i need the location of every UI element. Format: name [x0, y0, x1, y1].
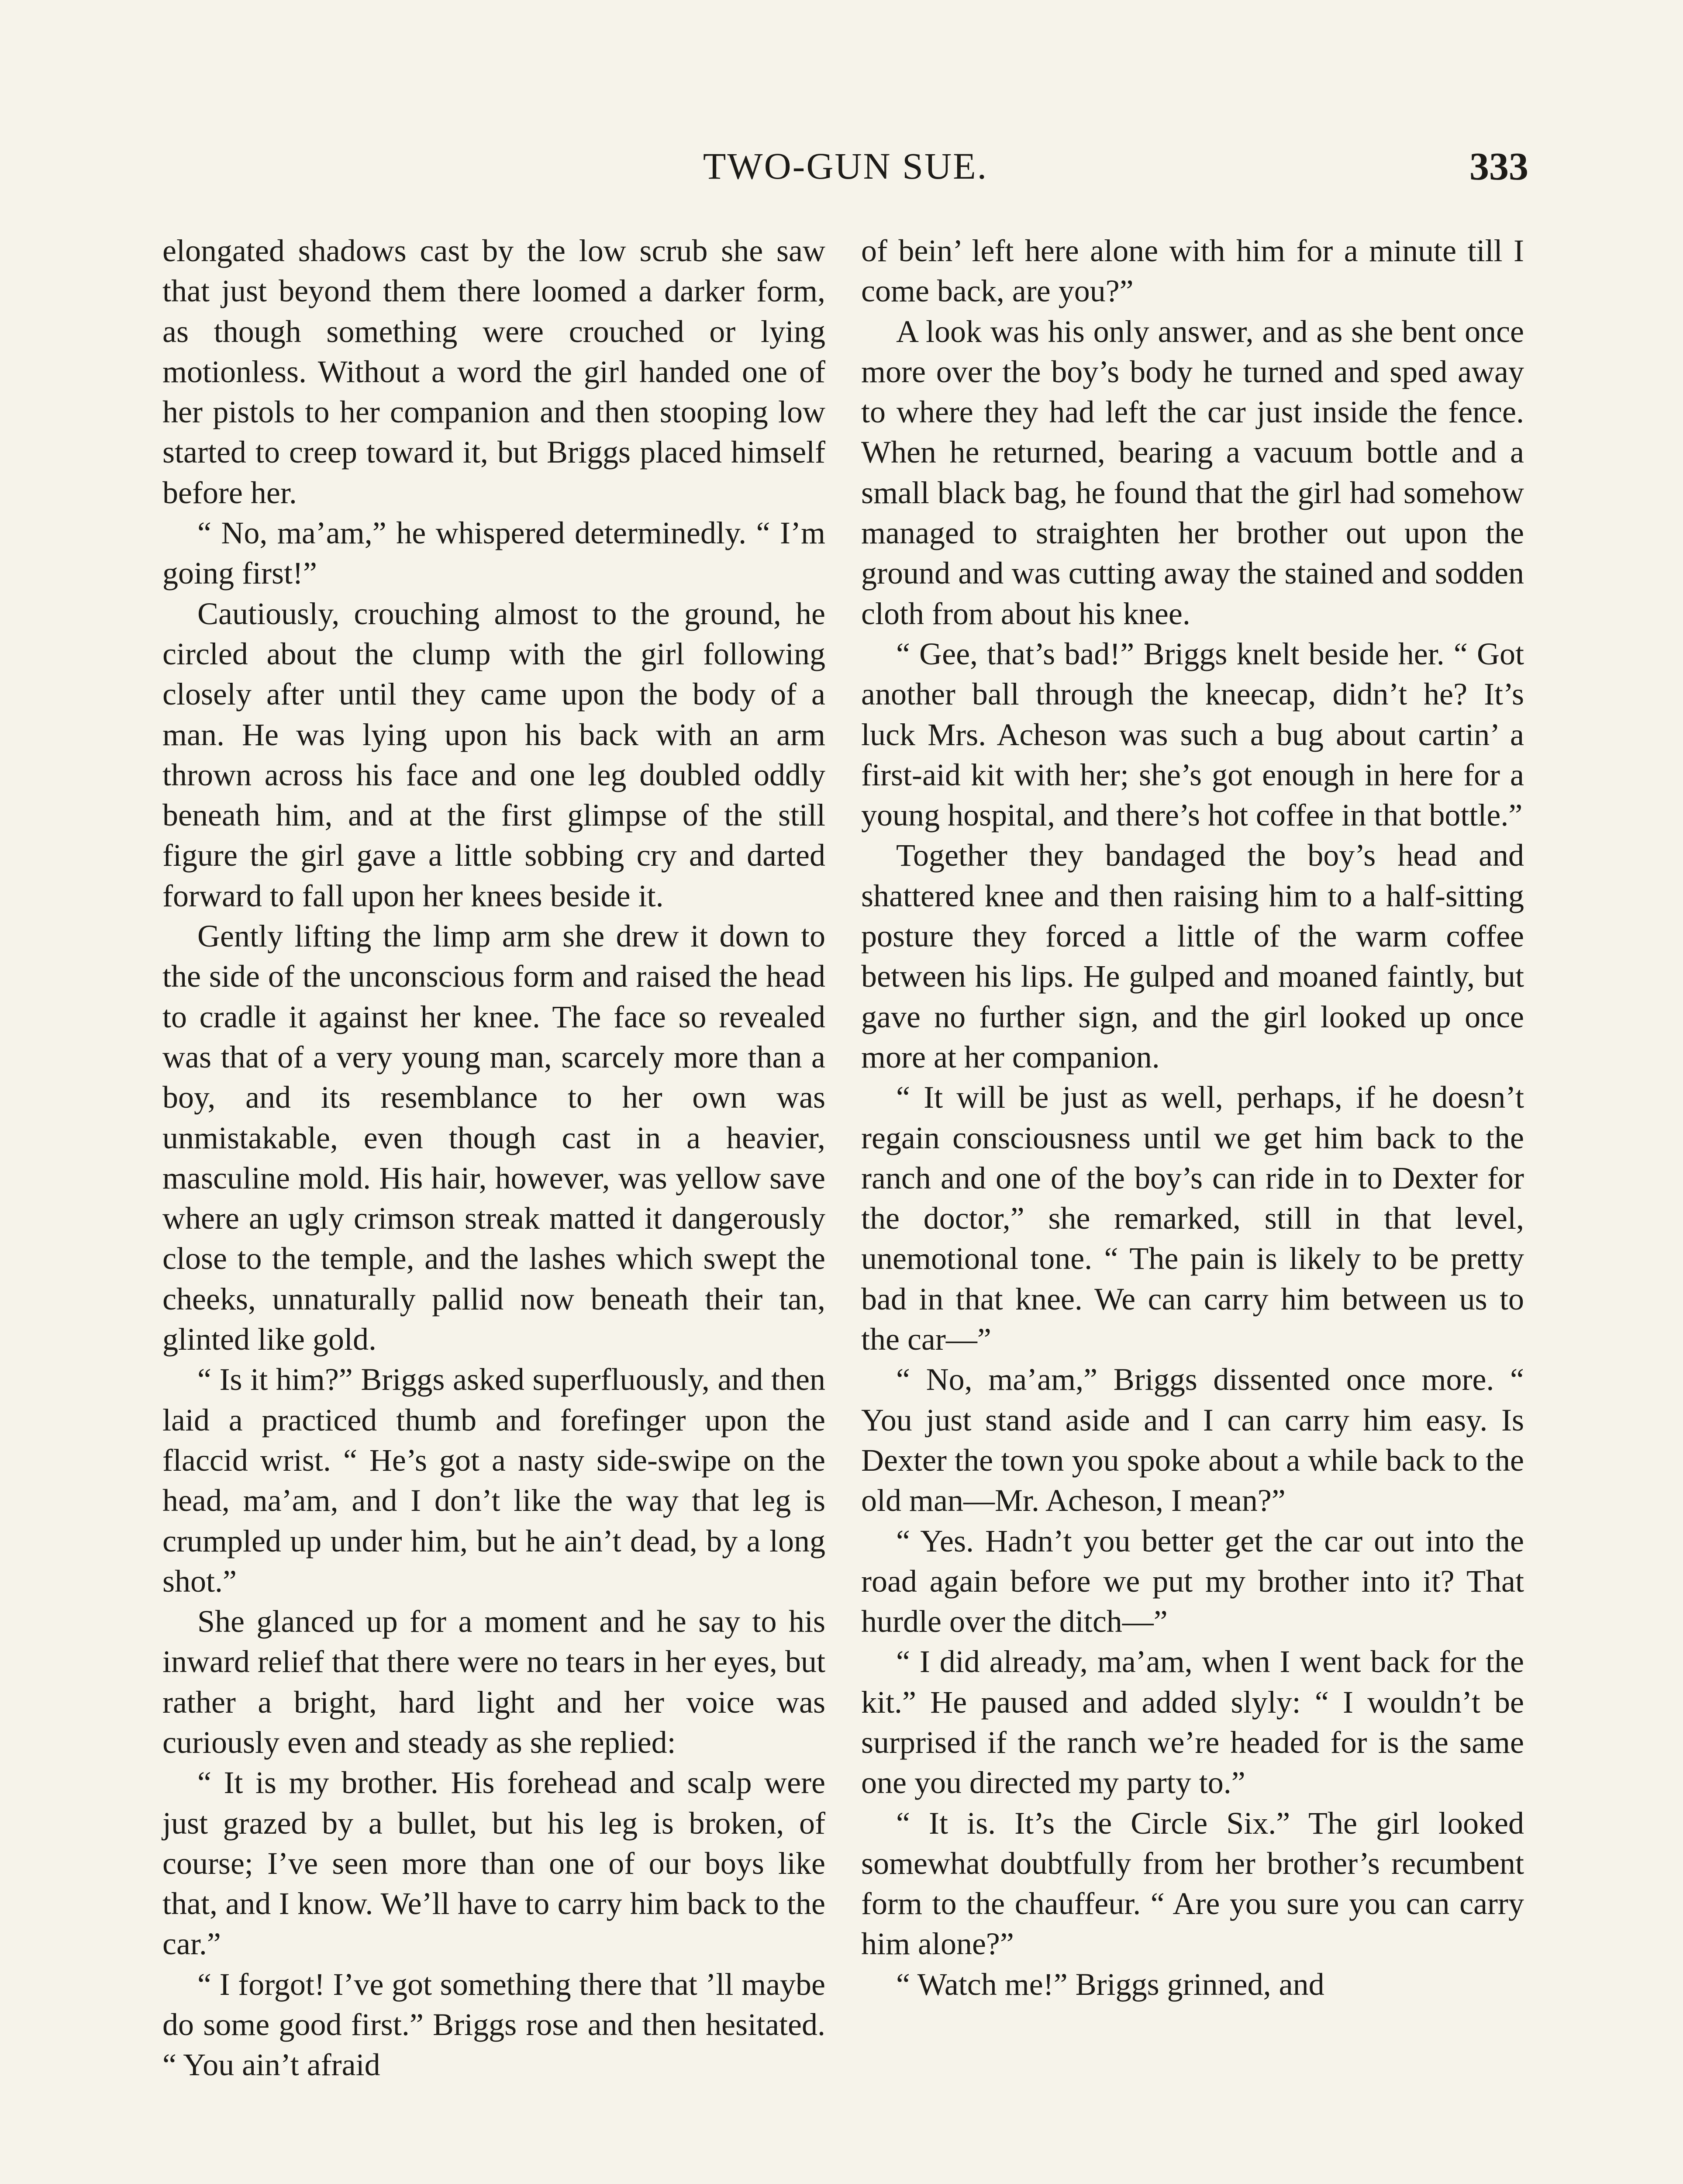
page-header	[162, 144, 1528, 197]
paragraph: Gently lifting the limp arm she drew it down to the side of the unconscious form and raised the head to cradle it against her knee. The face so revealed was that of a very young man, scarcely more than a boy, and its resemblance to her own was unmistakable, even though cast in a heavier, masculine mold. His hair, however, was yellow save where an ugly crimson streak matted it dangerously close to the temple, and the lashes which swept the cheeks, unnaturally pallid now beneath their tan, glinted like gold.	[162, 919, 825, 1357]
paragraph: “ I did already, ma’am, when I went back for the kit.” He paused and added slyly: “ I wouldn’t be surprised if the ranch we’re headed for is the same one you directed my party to.”	[861, 1644, 1524, 1800]
paragraph: “ Yes. Hadn’t you better get the car out into the road again before we put my brother into it? That hurdle over the ditch—”	[861, 1523, 1524, 1639]
paragraph: “ It will be just as well, perhaps, if he doesn’t regain consciousness until we get him back to the ranch and one of the boy’s can ride in to Dexter for the doctor,” she remarked, still in that level, unemotional tone. “ The pain is likely to be pretty bad in that knee. We can carry him between us to the car—”	[861, 1080, 1524, 1357]
right-column	[861, 231, 1524, 2004]
paragraph: Together they bandaged the boy’s head and shattered knee and then raising him to a half-sitting posture they forced a little of the warm coffee between his lips. He gulped and moaned faintly, but gave no further sign, and the girl looked up once more at her companion.	[861, 838, 1524, 1075]
paragraph: “ No, ma’am,” Briggs dissented once more. “ You just stand aside and I can carry him easy. Is Dexter the town you spoke about a while back to the old man—Mr. Acheson, I mean?”	[861, 1362, 1524, 1518]
paragraph: elongated shadows cast by the low scrub she saw that just beyond them there loomed a darker form, as though something were crouched or lying motionless. Without a word the girl handed one of her pistols to her companion and then stooping low started to creep toward it, but Briggs placed himself before her.	[162, 233, 825, 510]
paragraph: of bein’ left here alone with him for a minute till I come back, are you?”	[861, 233, 1524, 309]
paragraph: “ Is it him?” Briggs asked superfluously, and then laid a practiced thumb and forefinger upon the flaccid wrist. “ He’s got a nasty side-swipe on the head, ma’am, and I don’t like the way that leg is crumpled up under him, but he ain’t dead, by a long shot.”	[162, 1362, 825, 1599]
left-column	[162, 231, 825, 2085]
page-number: 333	[1469, 145, 1528, 188]
paragraph: Cautiously, crouching almost to the ground, he circled about the clump with the girl following closely after until they came upon the body of a man. He was lying upon his back with an arm thrown across his face and one leg doubled oddly beneath him, and at the first glimpse of the still figure the girl gave a little sobbing cry and darted forward to fall upon her knees beside it.	[162, 596, 825, 913]
paragraph: “ I forgot! I’ve got something there that ’ll maybe do some good first.” Briggs rose and then hesitated. “ You ain’t afraid	[162, 1966, 825, 2083]
paragraph: “ It is. It’s the Circle Six.” The girl looked somewhat doubtfully from her brother’s recumbent form to the chauffeur. “ Are you sure you can carry him alone?”	[861, 1805, 1524, 1962]
paragraph: A look was his only answer, and as she bent once more over the boy’s body he turned and sped away to where they had left the car just inside the fence. When he returned, bearing a vacuum bottle and a small black bag, he found that the girl had somehow managed to straighten her brother out upon the ground and was cutting away the stained and sodden cloth from about his knee.	[861, 314, 1524, 631]
paragraph: “ No, ma’am,” he whispered determinedly. “ I’m going first!”	[162, 515, 825, 591]
running-title: TWO-GUN SUE.	[703, 145, 988, 187]
paragraph: “ Watch me!” Briggs grinned, and	[896, 1966, 1324, 2002]
paragraph: She glanced up for a moment and he say to his inward relief that there were no tears in her eyes, but rather a bright, hard light and her voice was curiously even and steady as she replied:	[162, 1604, 825, 1760]
paragraph: “ Gee, that’s bad!” Briggs knelt beside her. “ Got another ball through the kneecap, didn’t he? It’s luck Mrs. Acheson was such a bug about cartin’ a first-aid kit with her; she’s got enough in here for a young hospital, and there’s hot coffee in that bottle.”	[861, 636, 1524, 833]
paragraph: “ It is my brother. His forehead and scalp were just grazed by a bullet, but his leg is broken, of course; I’ve seen more than one of our boys like that, and I know. We’ll have to carry him back to the car.”	[162, 1765, 825, 1962]
